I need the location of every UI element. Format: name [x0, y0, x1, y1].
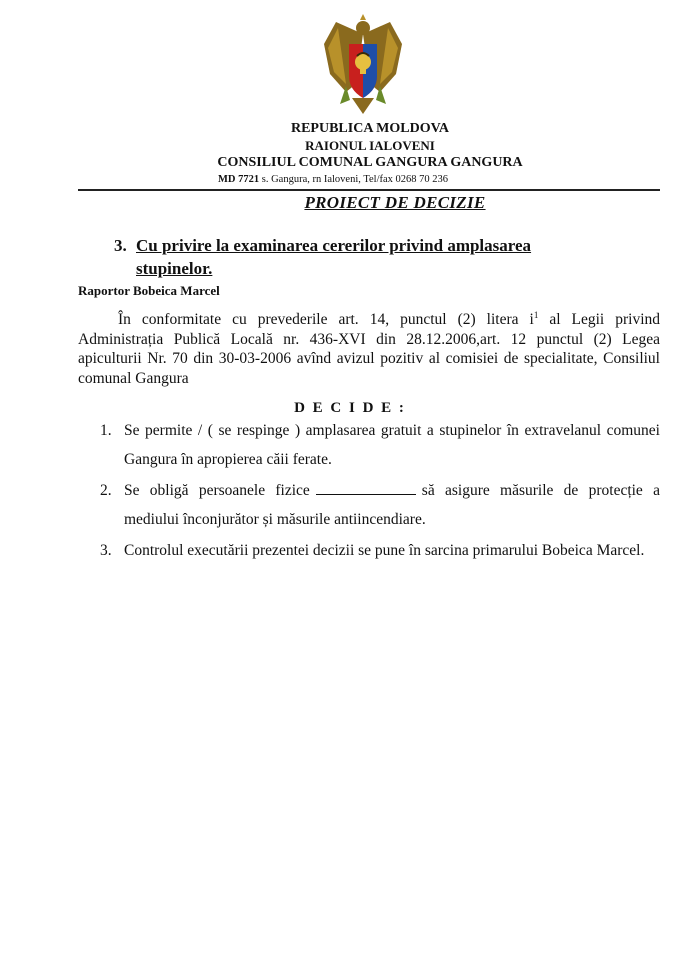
preamble-paragraph [78, 306, 660, 388]
address-text: s. Gangura, rn Ialoveni, Tel/fax 0268 70 236 [259, 174, 449, 185]
decision-text: Controlul executării prezentei decizii se pune în sarcina primarului Bobeica Marcel. [124, 542, 645, 559]
address-code: MD 7721 [218, 174, 260, 185]
coat-of-arms-icon [316, 14, 410, 118]
header-divider [78, 189, 660, 191]
council-heading: CONSILIUL COMUNAL GANGURA GANGURA [217, 155, 523, 170]
item-title-line1: Cu privire la examinarea cererilor privind amplasarea [136, 236, 532, 255]
preamble-part2: al Legii privind Administrația Publică Locală nr. 436-XVI din 28.12.2006,art. 12 punctul (2) Legea apiculturii Nr. 70 din 30-03-2006 avînd avizul pozitiv al comisiei de specialitate, Consiliul comunal Gangura [78, 311, 661, 387]
item-number: 3. [114, 236, 127, 255]
decision-number: 2. [100, 482, 112, 499]
decision-item-2 [100, 476, 660, 534]
decision-number: 3. [100, 542, 112, 559]
decision-list [100, 416, 660, 567]
rapporteur: Raportor Bobeica Marcel [78, 283, 220, 298]
preamble-superscript: 1 [533, 310, 539, 320]
decide-heading: D E C I D E : [294, 400, 406, 416]
decision-item-1 [100, 416, 660, 474]
country-heading: REPUBLICA MOLDOVA [290, 121, 450, 136]
fill-in-blank [316, 480, 416, 495]
decision-text: Se permite / ( se respinge ) amplasarea gratuit a stupinelor în extravelanul comunei Gangura în apropierea căii ferate. [124, 422, 660, 468]
document-title: PROIECT DE DECIZIE [304, 193, 486, 212]
item-title-line2: stupinelor. [136, 259, 213, 278]
decision-text-before: Se obligă persoanele fizice [124, 482, 310, 499]
decision-item-3 [100, 536, 660, 565]
address-line [218, 174, 448, 185]
preamble-part1: În conformitate cu prevederile art. 14, punctul (2) litera i [118, 311, 534, 329]
district-heading: RAIONUL IALOVENI [305, 138, 435, 153]
decision-text-after: să asigure măsurile de protecție a mediului înconjurător și măsurile antiincendiare. [124, 482, 660, 528]
decision-number: 1. [100, 422, 112, 439]
